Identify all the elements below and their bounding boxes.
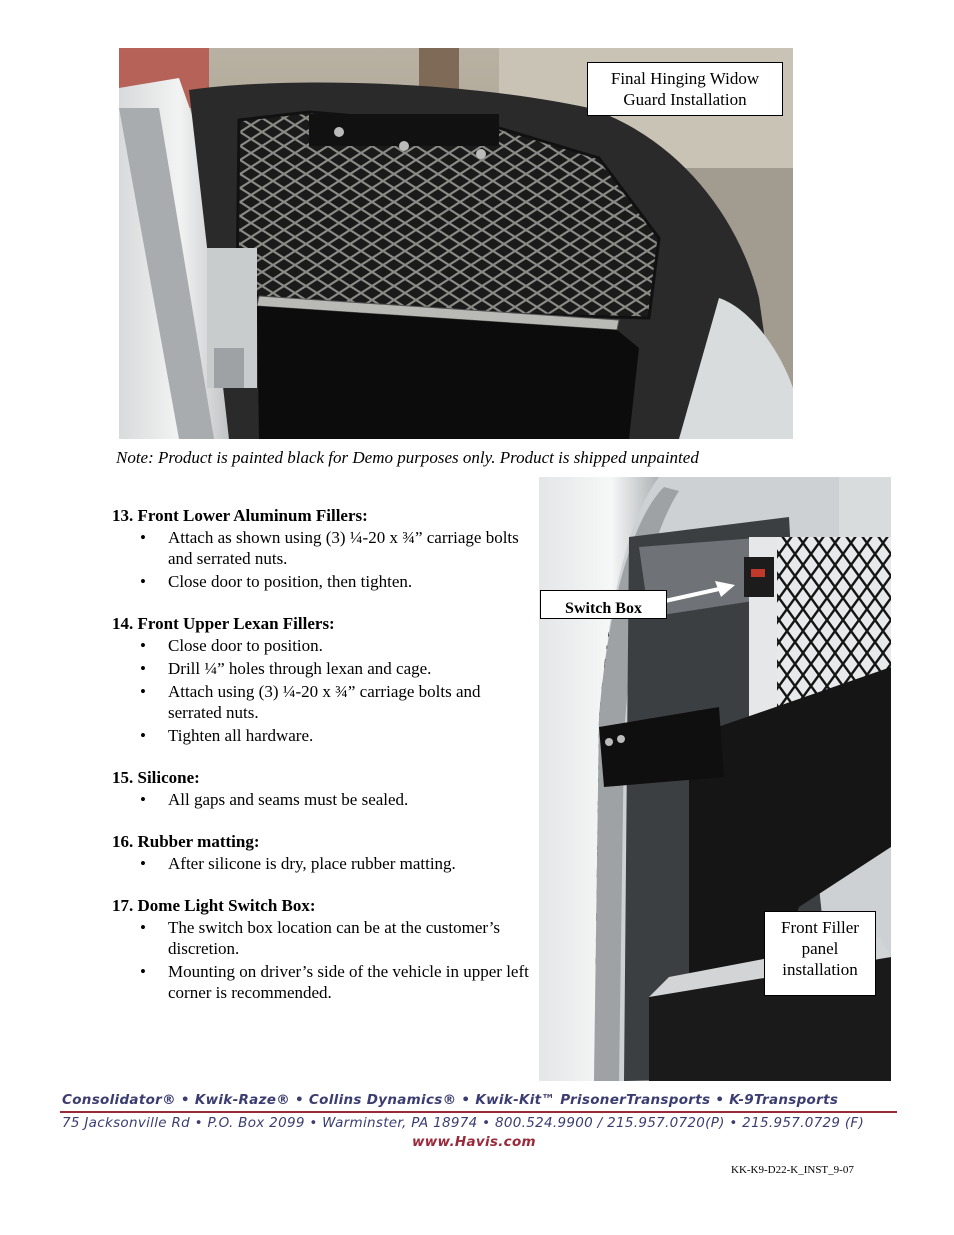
bullet-icon: • bbox=[140, 726, 146, 745]
step-15 bbox=[112, 767, 532, 810]
website-link[interactable]: www.Havis.com bbox=[412, 1134, 536, 1150]
bullet-icon: • bbox=[140, 659, 146, 678]
widow-guard-photo bbox=[119, 48, 793, 439]
demo-note: Note: Product is painted black for Demo purposes only. Product is shipped unpainted bbox=[116, 448, 699, 467]
list-item bbox=[112, 681, 532, 723]
bullet-text: Mounting on driver’s side of the vehicle in upper left corner is recommended. bbox=[168, 962, 529, 1002]
bullet-text: Tighten all hardware. bbox=[168, 726, 314, 745]
address-line: 75 Jacksonville Rd • P.O. Box 2099 • Warminster, PA 18974 • 800.524.9900 / 215.957.0720(P) • 215.957.0729 (F) bbox=[62, 1115, 865, 1131]
list-item bbox=[112, 725, 532, 746]
front-filler-photo bbox=[539, 477, 891, 1081]
bullet-text: Close door to position. bbox=[168, 636, 323, 655]
bullet-icon: • bbox=[140, 528, 146, 547]
bullet-text: Attach as shown using (3) ¼-20 x ¾” carriage bolts and serrated nuts. bbox=[168, 528, 519, 568]
list-item bbox=[112, 635, 532, 656]
step-title: 14. Front Upper Lexan Fillers: bbox=[112, 614, 335, 633]
photo-callout-switch-box: Switch Box bbox=[540, 590, 667, 619]
step-bullets bbox=[112, 635, 532, 746]
photo-callout-final-hinging: Final Hinging Widow Guard Installation bbox=[587, 62, 783, 116]
list-item bbox=[112, 853, 532, 874]
step-title: 13. Front Lower Aluminum Fillers: bbox=[112, 506, 368, 525]
step-16 bbox=[112, 831, 532, 874]
list-item bbox=[112, 917, 532, 959]
step-14 bbox=[112, 613, 532, 746]
installation-steps bbox=[112, 505, 532, 1024]
step-bullets bbox=[112, 917, 532, 1003]
step-title: 15. Silicone: bbox=[112, 768, 200, 787]
step-bullets bbox=[112, 853, 532, 874]
bullet-text: Drill ¼” holes through lexan and cage. bbox=[168, 659, 432, 678]
bullet-icon: • bbox=[140, 682, 146, 701]
bullet-icon: • bbox=[140, 962, 146, 981]
bullet-text: The switch box location can be at the customer’s discretion. bbox=[168, 918, 501, 958]
step-13 bbox=[112, 505, 532, 592]
bullet-text: All gaps and seams must be sealed. bbox=[168, 790, 409, 809]
bullet-icon: • bbox=[140, 572, 146, 591]
list-item bbox=[112, 658, 532, 679]
list-item bbox=[112, 571, 532, 592]
bullet-icon: • bbox=[140, 636, 146, 655]
brand-line: Consolidator® • Kwik-Raze® • Collins Dynamics® • Kwik-Kit™ PrisonerTransports • K-9Transports bbox=[62, 1092, 839, 1108]
bullet-icon: • bbox=[140, 918, 146, 937]
list-item bbox=[112, 961, 532, 1003]
bullet-text: Close door to position, then tighten. bbox=[168, 572, 413, 591]
step-bullets bbox=[112, 789, 532, 810]
list-item bbox=[112, 527, 532, 569]
step-title: 16. Rubber matting: bbox=[112, 832, 260, 851]
bullet-text: After silicone is dry, place rubber matting. bbox=[168, 854, 456, 873]
list-item bbox=[112, 789, 532, 810]
step-17 bbox=[112, 895, 532, 1003]
step-title: 17. Dome Light Switch Box: bbox=[112, 896, 316, 915]
document-code: KK-K9-D22-K_INST_9-07 bbox=[731, 1164, 854, 1176]
footer-divider bbox=[60, 1111, 897, 1113]
bullet-icon: • bbox=[140, 790, 146, 809]
bullet-icon: • bbox=[140, 854, 146, 873]
bullet-text: Attach using (3) ¼-20 x ¾” carriage bolts and serrated nuts. bbox=[168, 682, 481, 722]
step-bullets bbox=[112, 527, 532, 592]
photo-callout-front-filler: Front Filler panel installation bbox=[764, 911, 876, 996]
